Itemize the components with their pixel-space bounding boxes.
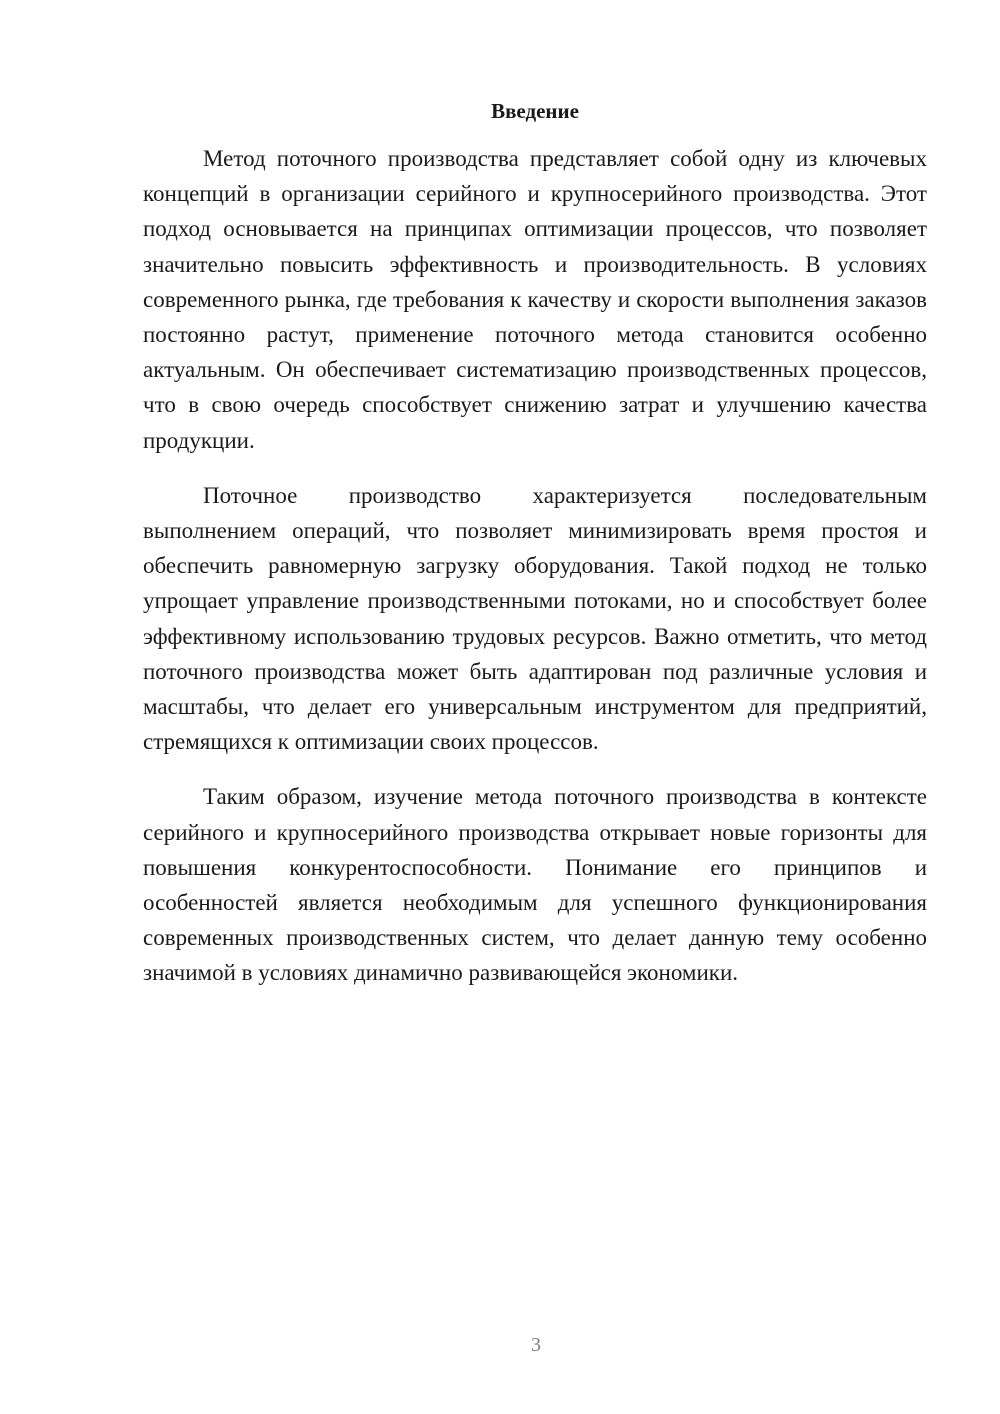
section-heading: Введение bbox=[491, 99, 579, 123]
body-text bbox=[143, 141, 927, 1011]
paragraph-2: Поточное производство характеризуется последовательным выполнением операций, что позволяет минимизировать время простоя и обеспечить равномерную загрузку оборудования. Такой подход не только упрощает управление производственными потоками, но и способствует более эффективному использованию трудовых ресурсов. Важно отметить, что метод поточного производства может быть адаптирован под различные условия и масштабы, что делает его универсальным инструментом для предприятий, стремящихся к оптимизации своих процессов. bbox=[143, 482, 927, 755]
paragraph-1: Метод поточного производства представляет собой одну из ключевых концепций в организации серийного и крупносерийного производства. Этот подход основывается на принципах оптимизации процессов, что позволяет значительно повысить эффективность и производительность. В условиях современного рынка, где требования к качеству и скорости выполнения заказов постоянно растут, применение поточного метода становится особенно актуальным. Он обеспечивает систематизацию производственных процессов, что в свою очередь способствует снижению затрат и улучшению качества продукции. bbox=[143, 146, 927, 453]
paragraph-3: Таким образом, изучение метода поточного производства в контексте серийного и крупносерийного производства открывает новые горизонты для повышения конкурентоспособности. Понимание его принципов и особенностей является необходимым для успешного функционирования современных производственных систем, что делает данную тему особенно значимой в условиях динамично развивающейся экономики. bbox=[143, 784, 927, 986]
page-number: 3 bbox=[531, 1334, 541, 1356]
